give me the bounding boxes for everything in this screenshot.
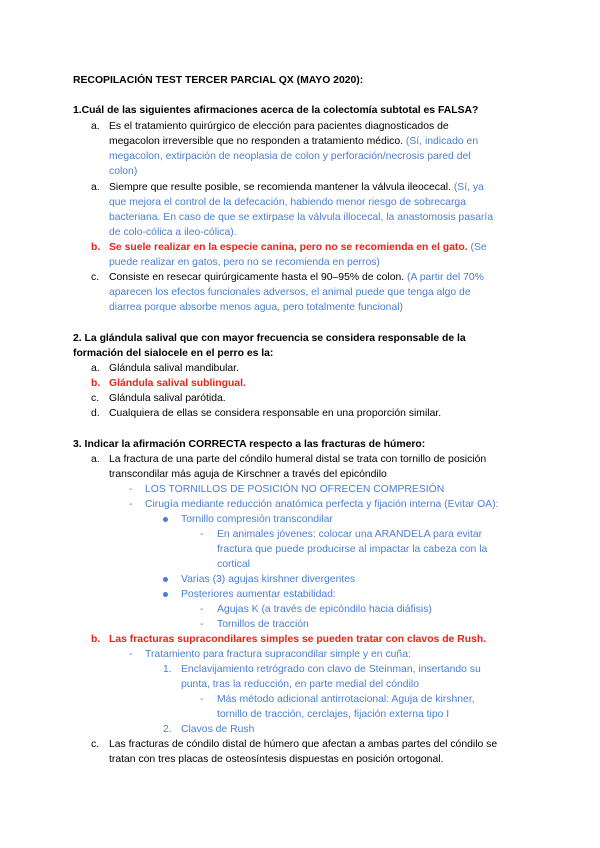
option-comment: (A partir del 70% xyxy=(407,272,484,283)
question-1-heading: 1.Cuál de las siguientes afirmaciones acerca de la colectomía subtotal es FALSA? xyxy=(73,105,479,116)
option-comment-line: puede realizar en gatos, pero no se recomienda en perros) xyxy=(109,257,380,268)
numbered-marker: 1. xyxy=(163,664,172,675)
option-comment: (Se xyxy=(470,242,487,253)
option-comment: (Sí, indicado en xyxy=(405,136,479,147)
option-text: Consiste en resecar quirúrgicamente hasta el 90–95% de colon. xyxy=(109,272,408,283)
dash-bullet: - xyxy=(200,529,204,540)
option-text-line xyxy=(109,270,484,285)
option-comment-line: megacolon, extirpación de neoplasia de colon y perforación/necrosis pared del xyxy=(109,151,471,162)
q3-b-item-1: Enclavijamiento retrógrado con clavo de Steinman, insertando su xyxy=(181,664,481,675)
bullet-dot xyxy=(163,592,168,597)
option-comment-line: colon) xyxy=(109,166,138,177)
option-marker: c. xyxy=(91,393,100,404)
option-comment: (Sí, ya xyxy=(453,182,484,193)
option-text-highlight: Se suele realizar en la especie canina, pero no se recomienda en el gato. xyxy=(109,242,471,253)
dash-bullet: - xyxy=(200,619,204,630)
option-text-line xyxy=(109,134,478,149)
option-marker: a. xyxy=(91,121,100,132)
q2-option-b-correct: Glándula salival sublingual. xyxy=(109,378,246,389)
q3-option-b-correct: Las fracturas supracondilares simples se pueden tratar con clavos de Rush. xyxy=(109,634,487,645)
option-text: megacolon irreversible que no responden a tratamiento médico. xyxy=(109,136,406,147)
option-marker: c. xyxy=(91,739,100,750)
option-comment-line: aparecen los efectos funcionales adversos, el animal puede que tenga algo de xyxy=(109,287,471,298)
option-marker: b. xyxy=(91,634,101,645)
option-marker: a. xyxy=(91,182,100,193)
option-marker: d. xyxy=(91,408,100,419)
q2-option-c: Glándula salival parótida. xyxy=(109,393,226,404)
option-marker: a. xyxy=(91,363,100,374)
q3-a-sub-2b: Varias (3) agujas kirshner divergentes xyxy=(181,574,356,585)
q2-option-a: Glándula salival mandibular. xyxy=(109,363,239,374)
question-2-heading-cont: formación del sialocele en el perro es la: xyxy=(73,348,274,359)
dash-bullet: - xyxy=(129,484,133,495)
q3-b-item-1a-cont: tornillo de tracción, cerclajes, fijación externa tipo I xyxy=(217,709,450,720)
q3-b-item-1-cont: punta, tras la reducción, en parte medial del cóndilo xyxy=(181,679,419,690)
option-marker: c. xyxy=(91,272,100,283)
q3-a-sub-2c2: Tornillos de tracción xyxy=(217,619,309,630)
q3-b-item-2: Clavos de Rush xyxy=(181,724,255,735)
q3-a-sub-2c: Posteriores aumentar estabilidad: xyxy=(181,589,336,600)
option-text-line: Es el tratamiento quirúrgico de elección para pacientes diagnosticados de xyxy=(109,121,449,132)
question-2-heading: 2. La glándula salival que con mayor frecuencia se considera responsable de la xyxy=(73,333,466,344)
dash-bullet: - xyxy=(200,604,204,615)
q3-option-a-line: La fractura de una parte del cóndilo humeral distal se trata con tornillo de posición xyxy=(109,454,487,465)
option-marker: b. xyxy=(91,378,101,389)
dash-bullet: - xyxy=(129,499,133,510)
question-3-heading: 3. Indicar la afirmación CORRECTA respecto a las fracturas de húmero: xyxy=(73,439,426,450)
option-comment-line: de colo-cólica a ileo-cólica). xyxy=(109,227,237,238)
option-text-line xyxy=(109,240,487,255)
q3-option-c-line: Las fracturas de cóndilo distal de húmero que afectan a ambas partes del cóndilo se xyxy=(109,739,498,750)
bullet-dot xyxy=(163,517,168,522)
q3-a-sub-2c1: Agujas K (a través de epicóndilo hacia diáfisis) xyxy=(217,604,432,615)
q3-b-sub-1: Tratamiento para fractura supracondilar simple y en cuña: xyxy=(145,649,411,660)
dash-bullet: - xyxy=(200,694,204,705)
q3-b-item-1a: Más método adicional antirrotacional: Aguja de kirshner, xyxy=(217,694,475,705)
option-comment-line: que mejora el control de la defecación, habiendo menor riesgo de sobrecarga xyxy=(109,197,466,208)
q3-a-sub-2a1: En animales jóvenes: colocar una ARANDELA para evitar xyxy=(217,529,483,540)
bullet-dot xyxy=(163,577,168,582)
q3-option-c-line: tratan con tres placas de osteosíntesis dispuestas en posición ortogonal. xyxy=(109,754,444,765)
q3-a-sub-2a1-cont: fractura que puede producirse al impactar la cabeza con la xyxy=(217,544,488,555)
option-comment-line: diarrea porque absorbe menos agua, pero totalmente funcional) xyxy=(109,302,404,313)
option-text-line xyxy=(109,180,484,195)
option-marker: b. xyxy=(91,242,101,253)
document-title: RECOPILACIÓN TEST TERCER PARCIAL QX (MAYO 2020): xyxy=(73,75,364,86)
option-text: Siempre que resulte posible, se recomienda mantener la válvula ileocecal. xyxy=(109,182,454,193)
q3-a-sub-2a: Tornillo compresión transcondilar xyxy=(181,514,333,525)
q3-option-a-line: transcondilar más aguja de Kirschner a través del epicóndilo xyxy=(109,469,387,480)
q2-option-d: Cualquiera de ellas se considera responsable en una proporción similar. xyxy=(109,408,442,419)
dash-bullet: - xyxy=(129,649,133,660)
q3-a-sub-1: LOS TORNILLOS DE POSICIÓN NO OFRECEN COMPRESIÓN xyxy=(145,484,445,495)
option-marker: a. xyxy=(91,454,100,465)
numbered-marker: 2. xyxy=(163,724,172,735)
q3-a-sub-2: Cirugía mediante reducción anatómica perfecta y fijación interna (Evitar OA): xyxy=(145,499,499,510)
q3-a-sub-2a1-cont: cortical xyxy=(217,559,250,570)
option-comment-line: bacteriana. En caso de que se extirpase la válvula illocecal, la anastomosis pasaría xyxy=(109,212,494,223)
